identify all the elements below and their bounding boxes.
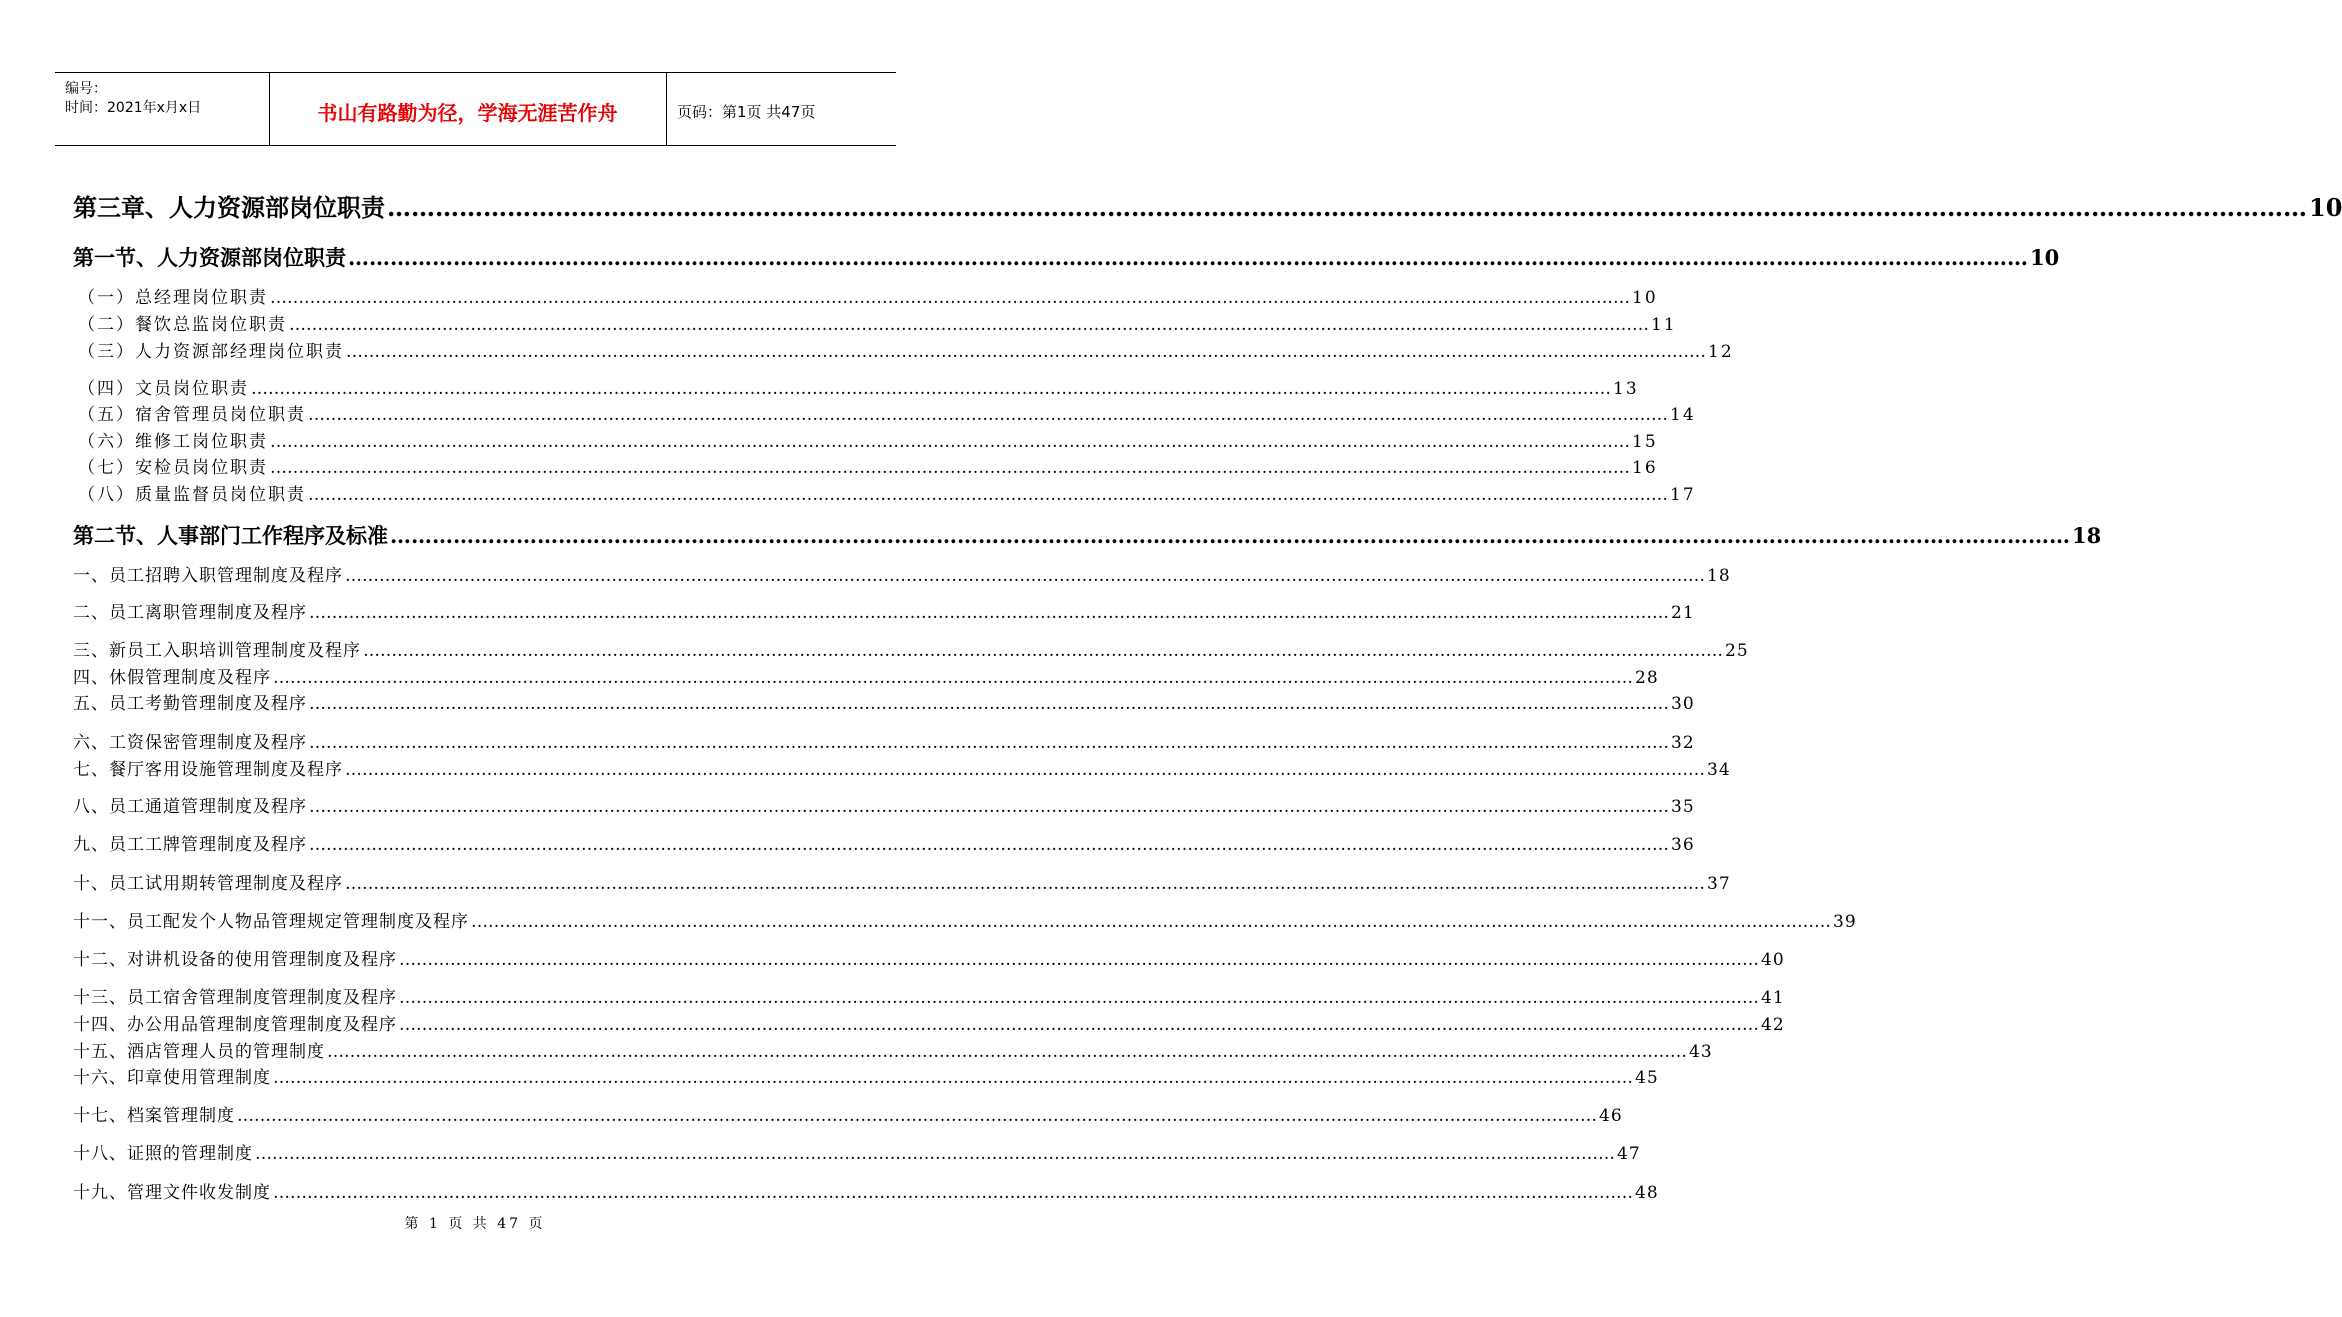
toc-leader-dots: …………………………………………………………………………………………………………………………………………………………………………………………………………………… <box>255 1144 1615 1164</box>
toc-entry-page: 15 <box>1632 432 1658 452</box>
header-motto-cell <box>269 73 667 145</box>
toc-entry-title: 四、休假管理制度及程序 <box>73 668 271 688</box>
toc-leader-dots: …………………………………………………………………………………………………………………………………………………………………………………………………………………… <box>471 912 1831 932</box>
toc-leader-dots: …………………………………………………………………………………………………………………………………………………………………………………………………………………… <box>270 458 1630 478</box>
toc-entry-page: 39 <box>1833 912 1857 932</box>
toc-leader-dots: …………………………………………………………………………………………………………………………………………………………………………………………………………………… <box>237 1106 1597 1126</box>
toc-entry[interactable] <box>73 755 1731 780</box>
toc-entry[interactable] <box>78 480 1696 505</box>
toc-leader-dots: …………………………………………………………………………………………………………………………………………………………………………………………………………………… <box>309 694 1669 714</box>
toc-leader-dots: …………………………………………………………………………………………………………………………………………………………………………………………………………………… <box>309 835 1669 855</box>
toc-entry[interactable] <box>73 561 1731 586</box>
toc-entry-page: 45 <box>1635 1068 1659 1088</box>
toc-entry-title: 十三、员工宿舍管理制度管理制度及程序 <box>73 988 397 1008</box>
toc-entry-page: 10 <box>2030 245 2060 270</box>
toc-entry-page: 35 <box>1671 797 1695 817</box>
toc-entry[interactable] <box>78 310 1677 335</box>
toc-leader-dots: …………………………………………………………………………………………………………………………………………………………………………………………………………………… <box>309 797 1669 817</box>
toc-entry-page: 18 <box>1707 566 1731 586</box>
toc-leader-dots: …………………………………………………………………………………………………………………………………………………………………………………………………………………… <box>251 379 1611 399</box>
toc-entry-page: 14 <box>1670 405 1696 425</box>
toc-leader-dots: …………………………………………………………………………………………………………………………………………………………………………………………………………………… <box>273 1183 1633 1203</box>
toc-entry-title: 五、员工考勤管理制度及程序 <box>73 694 307 714</box>
toc-entry[interactable] <box>73 1010 1785 1035</box>
toc-entry-page: 13 <box>1613 379 1639 399</box>
toc-leader-dots: …………………………………………………………………………………………………………………………………………………………………………………………………………………… <box>346 342 1706 362</box>
toc-entry[interactable] <box>73 663 1659 688</box>
toc-entry-page: 48 <box>1635 1183 1659 1203</box>
toc-leader-dots: …………………………………………………………………………………………………………………………………………………………………………………………………………………… <box>273 668 1633 688</box>
toc-entry-page: 28 <box>1635 668 1659 688</box>
header-table <box>55 72 896 146</box>
toc-leader-dots: …………………………………………………………………………………………………………………………………………………………………………………………………………………… <box>390 523 2070 548</box>
toc-entry-title: 八、员工通道管理制度及程序 <box>73 797 307 817</box>
toc-entry[interactable] <box>78 427 1658 452</box>
toc-entry-title: （六）维修工岗位职责 <box>78 432 268 452</box>
toc-entry-title: 六、工资保密管理制度及程序 <box>73 733 307 753</box>
toc-entry-page: 37 <box>1707 874 1731 894</box>
toc-leader-dots: …………………………………………………………………………………………………………………………………………………………………………………………………………………… <box>345 874 1705 894</box>
toc-entry-title: 第三章、人力资源部岗位职责 <box>73 193 385 222</box>
toc-entry[interactable] <box>78 453 1658 478</box>
toc-leader-dots: …………………………………………………………………………………………………………………………………………………………………………………………………………………… <box>399 1015 1759 1035</box>
toc-entry-page: 11 <box>1651 315 1677 335</box>
toc-leader-dots: …………………………………………………………………………………………………………………………………………………………………………………………………………………… <box>345 760 1705 780</box>
toc-entry[interactable] <box>73 1178 1659 1203</box>
toc-entry-title: 第二节、人事部门工作程序及标准 <box>73 523 388 548</box>
toc-entry-page: 32 <box>1671 733 1695 753</box>
toc-entry-title: （四）文员岗位职责 <box>78 379 249 399</box>
toc-entry[interactable] <box>73 728 1695 753</box>
toc-entry-title: 十六、印章使用管理制度 <box>73 1068 271 1088</box>
header-meta-cell <box>55 73 270 145</box>
page-info: 页码：第1页 共47页 <box>677 103 816 121</box>
toc-entry[interactable] <box>73 188 2342 223</box>
toc-entry-title: 一、员工招聘入职管理制度及程序 <box>73 566 343 586</box>
toc-leader-dots: …………………………………………………………………………………………………………………………………………………………………………………………………………………… <box>327 1042 1687 1062</box>
toc-entry-page: 16 <box>1632 458 1658 478</box>
toc-leader-dots: …………………………………………………………………………………………………………………………………………………………………………………………………………………… <box>273 1068 1633 1088</box>
toc-entry-page: 41 <box>1761 988 1785 1008</box>
toc-leader-dots: …………………………………………………………………………………………………………………………………………………………………………………………………………………… <box>399 950 1759 970</box>
toc-entry-page: 12 <box>1708 342 1734 362</box>
toc-entry[interactable] <box>73 689 1695 714</box>
toc-entry-title: 十二、对讲机设备的使用管理制度及程序 <box>73 950 397 970</box>
toc-entry-title: 三、新员工入职培训管理制度及程序 <box>73 641 361 661</box>
toc-entry[interactable] <box>73 1101 1623 1126</box>
toc-leader-dots: …………………………………………………………………………………………………………………………………………………………………………………………………………………… <box>270 432 1630 452</box>
toc-entry[interactable] <box>73 1063 1659 1088</box>
toc-entry[interactable] <box>73 598 1695 623</box>
toc-entry-page: 46 <box>1599 1106 1623 1126</box>
toc-entry-page: 36 <box>1671 835 1695 855</box>
toc-entry-page: 47 <box>1617 1144 1641 1164</box>
toc-entry-title: 十一、员工配发个人物品管理规定管理制度及程序 <box>73 912 469 932</box>
toc-entry-title: 十四、办公用品管理制度管理制度及程序 <box>73 1015 397 1035</box>
toc-entry[interactable] <box>73 520 2102 550</box>
toc-entry-page: 10 <box>2309 193 2342 222</box>
toc-entry[interactable] <box>73 792 1695 817</box>
page-footer: 第 1 页 共 47 页 <box>404 1216 546 1232</box>
toc-entry-page: 18 <box>2072 523 2102 548</box>
toc-entry-page: 25 <box>1725 641 1749 661</box>
toc-leader-dots: …………………………………………………………………………………………………………………………………………………………………………………………………………………… <box>270 288 1630 308</box>
toc-leader-dots: …………………………………………………………………………………………………………………………………………………………………………………………………………………… <box>345 566 1705 586</box>
toc-leader-dots: …………………………………………………………………………………………………………………………………………………………………………………………………………………… <box>348 245 2028 270</box>
toc-entry[interactable] <box>73 983 1785 1008</box>
toc-entry-title: （八）质量监督员岗位职责 <box>78 485 306 505</box>
toc-leader-dots: …………………………………………………………………………………………………………………………………………………………………………………………………………………… <box>399 988 1759 1008</box>
toc-leader-dots: …………………………………………………………………………………………………………………………………………………………………………………………………………………… <box>309 733 1669 753</box>
toc-entry[interactable] <box>73 830 1695 855</box>
toc-entry[interactable] <box>78 337 1734 362</box>
toc-entry-page: 43 <box>1689 1042 1713 1062</box>
toc-entry-page: 30 <box>1671 694 1695 714</box>
toc-leader-dots: …………………………………………………………………………………………………………………………………………………………………………………………………………………… <box>363 641 1723 661</box>
toc-entry-title: （一）总经理岗位职责 <box>78 288 268 308</box>
toc-entry-title: 十七、档案管理制度 <box>73 1106 235 1126</box>
toc-entry[interactable] <box>73 869 1731 894</box>
toc-leader-dots: …………………………………………………………………………………………………………………………………………………………………………………………………………………… <box>308 405 1668 425</box>
toc-leader-dots: …………………………………………………………………………………………………………………………………………………………………………………………………………………… <box>289 315 1649 335</box>
header-page-cell <box>667 73 896 145</box>
toc-entry-title: 第一节、人力资源部岗位职责 <box>73 245 346 270</box>
toc-entry[interactable] <box>73 907 1857 932</box>
toc-entry-title: 七、餐厅客用设施管理制度及程序 <box>73 760 343 780</box>
toc-entry-title: （七）安检员岗位职责 <box>78 458 268 478</box>
toc-entry-title: 二、员工离职管理制度及程序 <box>73 603 307 623</box>
toc-entry-title: 九、员工工牌管理制度及程序 <box>73 835 307 855</box>
toc-entry-page: 10 <box>1632 288 1658 308</box>
toc-entry-title: 十八、证照的管理制度 <box>73 1144 253 1164</box>
toc-entry-page: 17 <box>1670 485 1696 505</box>
toc-entry-page: 21 <box>1671 603 1695 623</box>
toc-entry[interactable] <box>73 945 1785 970</box>
motto-text: 书山有路勤为径，学海无涯苦作舟 <box>317 101 618 125</box>
toc-leader-dots: …………………………………………………………………………………………………………………………………………………………………………………………………………………… <box>309 603 1669 623</box>
toc-entry[interactable] <box>73 1139 1641 1164</box>
toc-entry[interactable] <box>73 1037 1713 1062</box>
toc-leader-dots: …………………………………………………………………………………………………………………………………………………………………………………………………………………… <box>387 193 2307 222</box>
toc-entry[interactable] <box>78 400 1696 425</box>
doc-time-label: 时间：2021年x月x日 <box>65 100 202 116</box>
toc-entry-title: 十五、酒店管理人员的管理制度 <box>73 1042 325 1062</box>
toc-entry-title: 十、员工试用期转管理制度及程序 <box>73 874 343 894</box>
toc-entry-page: 34 <box>1707 760 1731 780</box>
toc-leader-dots: …………………………………………………………………………………………………………………………………………………………………………………………………………………… <box>308 485 1668 505</box>
toc-entry-title: （二）餐饮总监岗位职责 <box>78 315 287 335</box>
toc-entry[interactable] <box>73 636 1749 661</box>
toc-entry-title: （五）宿舍管理员岗位职责 <box>78 405 306 425</box>
toc-entry-page: 42 <box>1761 1015 1785 1035</box>
toc-entry[interactable] <box>78 374 1639 399</box>
toc-entry-page: 40 <box>1761 950 1785 970</box>
toc-entry-title: （三）人力资源部经理岗位职责 <box>78 342 344 362</box>
toc-entry-title: 十九、管理文件收发制度 <box>73 1183 271 1203</box>
toc-entry[interactable] <box>73 242 2060 272</box>
toc-entry[interactable] <box>78 283 1658 308</box>
doc-number-label: 编号： <box>65 81 107 97</box>
